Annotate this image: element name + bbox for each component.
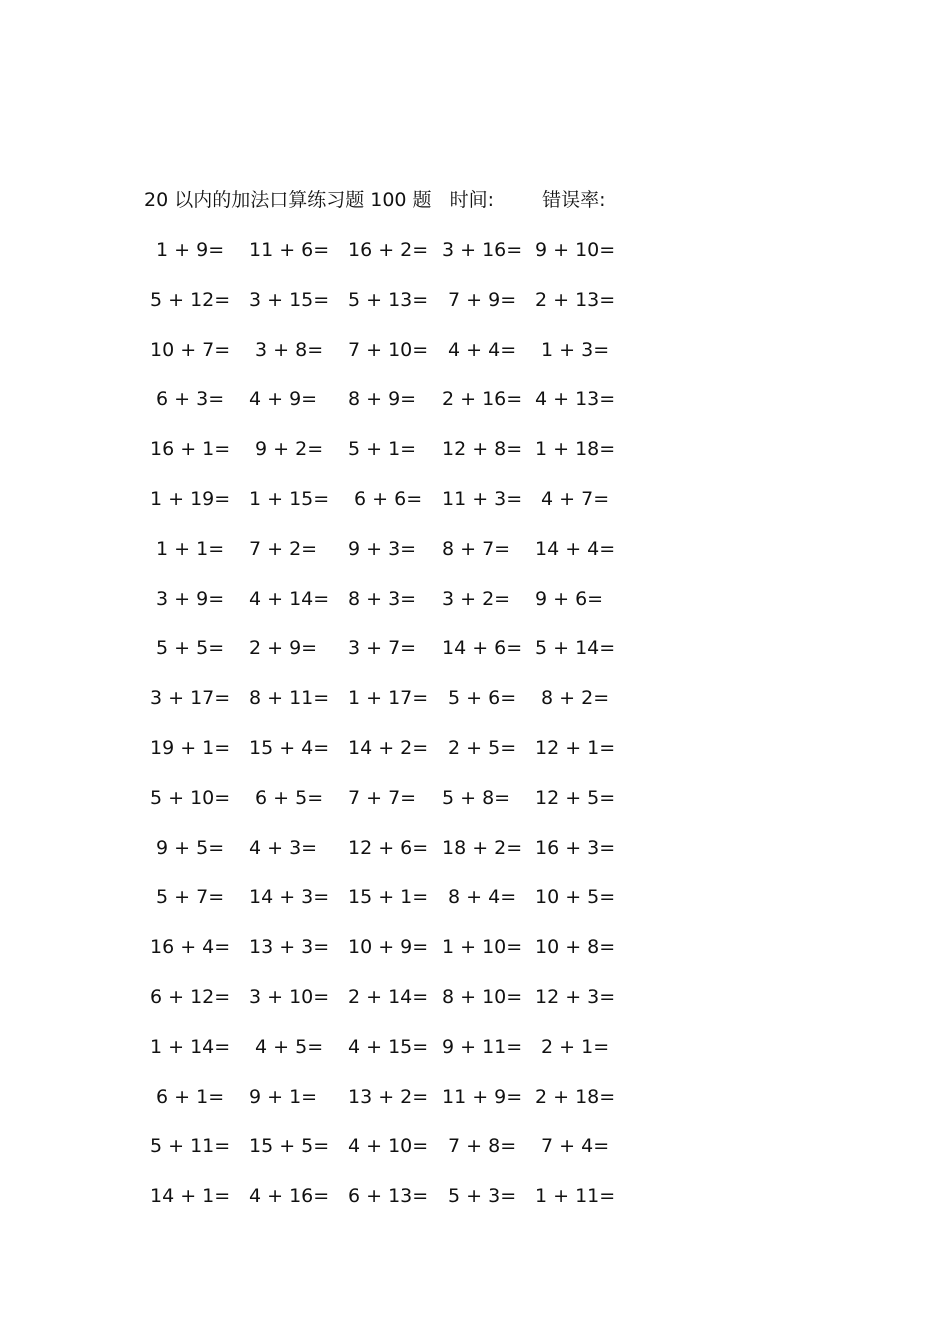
- problem: 4 + 13=: [535, 388, 616, 411]
- problem: 4 + 15=: [348, 1035, 429, 1058]
- problem: 2 + 13=: [535, 288, 616, 311]
- problem: 2 + 18=: [535, 1085, 616, 1108]
- error-rate-label: 错误率:: [542, 189, 606, 211]
- problem: 12 + 5=: [535, 786, 616, 809]
- problem: 4 + 10=: [348, 1135, 429, 1158]
- problem: 4 + 7=: [535, 487, 610, 510]
- time-label: 时间:: [449, 189, 495, 211]
- problem: 2 + 14=: [348, 985, 429, 1008]
- problem: 3 + 9=: [150, 587, 225, 610]
- problem: 6 + 13=: [348, 1185, 429, 1208]
- problem: 2 + 9=: [249, 637, 318, 660]
- problem: 6 + 1=: [150, 1085, 225, 1108]
- problem: 5 + 7=: [150, 886, 225, 909]
- problem: 6 + 6=: [348, 487, 423, 510]
- problem: 5 + 11=: [150, 1135, 231, 1158]
- problem: 10 + 9=: [348, 936, 429, 959]
- problem: 7 + 9=: [442, 288, 517, 311]
- problem: 4 + 14=: [249, 587, 330, 610]
- problem: 1 + 9=: [150, 239, 225, 261]
- problem: 7 + 4=: [535, 1135, 610, 1158]
- problem: 9 + 6=: [535, 587, 604, 610]
- problem: 11 + 6=: [249, 239, 330, 261]
- problem: 3 + 7=: [348, 637, 417, 660]
- problem: 1 + 18=: [535, 438, 616, 461]
- problem: 11 + 9=: [442, 1085, 523, 1108]
- problem: 11 + 3=: [442, 487, 523, 510]
- problem: 12 + 1=: [535, 736, 616, 759]
- problem: 5 + 14=: [535, 637, 616, 660]
- problem: 1 + 11=: [535, 1185, 616, 1208]
- problem: 9 + 11=: [442, 1035, 523, 1058]
- problem: 3 + 17=: [150, 687, 231, 710]
- problem: 1 + 10=: [442, 936, 523, 959]
- problem: 2 + 1=: [535, 1035, 610, 1058]
- problem: 7 + 8=: [442, 1135, 517, 1158]
- problem: 12 + 3=: [535, 985, 616, 1008]
- worksheet-header: [144, 186, 605, 214]
- problem: 19 + 1=: [150, 736, 231, 759]
- problem: 16 + 1=: [150, 438, 231, 461]
- problem: 10 + 7=: [150, 338, 231, 361]
- problem: 15 + 5=: [249, 1135, 330, 1158]
- problem: 7 + 2=: [249, 537, 318, 560]
- problem: 10 + 8=: [535, 936, 616, 959]
- problem: 5 + 8=: [442, 786, 511, 809]
- problem: 8 + 9=: [348, 388, 417, 411]
- problem: 16 + 3=: [535, 836, 616, 859]
- problem: 1 + 14=: [150, 1035, 231, 1058]
- problem: 8 + 7=: [442, 537, 511, 560]
- problem: 4 + 16=: [249, 1185, 330, 1208]
- problem: 16 + 2=: [348, 239, 429, 261]
- problem: 9 + 10=: [535, 239, 616, 261]
- problem: 7 + 7=: [348, 786, 417, 809]
- problem: 1 + 15=: [249, 487, 330, 510]
- problem: 7 + 10=: [348, 338, 429, 361]
- problem: 5 + 3=: [442, 1185, 517, 1208]
- problem: 5 + 6=: [442, 687, 517, 710]
- problem: 2 + 5=: [442, 736, 517, 759]
- problem: 9 + 2=: [249, 438, 324, 461]
- problem: 10 + 5=: [535, 886, 616, 909]
- problem: 9 + 1=: [249, 1085, 318, 1108]
- problem: 14 + 4=: [535, 537, 616, 560]
- problem: 5 + 5=: [150, 637, 225, 660]
- problem: 4 + 5=: [249, 1035, 324, 1058]
- problem: 13 + 2=: [348, 1085, 429, 1108]
- problem: 1 + 17=: [348, 687, 429, 710]
- problem: 9 + 3=: [348, 537, 417, 560]
- problem: 8 + 2=: [535, 687, 610, 710]
- problem: 14 + 3=: [249, 886, 330, 909]
- problem: 5 + 1=: [348, 438, 417, 461]
- problem: 4 + 4=: [442, 338, 517, 361]
- problem: 6 + 12=: [150, 985, 231, 1008]
- problem: 8 + 3=: [348, 587, 417, 610]
- problem: 8 + 10=: [442, 985, 523, 1008]
- problem: 6 + 5=: [249, 786, 324, 809]
- problem: 14 + 1=: [150, 1185, 231, 1208]
- problem: 15 + 4=: [249, 736, 330, 759]
- problem: 3 + 8=: [249, 338, 324, 361]
- problem: 3 + 15=: [249, 288, 330, 311]
- problem: 4 + 3=: [249, 836, 318, 859]
- problem: 18 + 2=: [442, 836, 523, 859]
- problem: 1 + 3=: [535, 338, 610, 361]
- problem: 16 + 4=: [150, 936, 231, 959]
- problem: 14 + 6=: [442, 637, 523, 660]
- problem: 14 + 2=: [348, 736, 429, 759]
- problem: 1 + 1=: [150, 537, 225, 560]
- problem: 5 + 12=: [150, 288, 231, 311]
- problem: 8 + 4=: [442, 886, 517, 909]
- problem: 3 + 16=: [442, 239, 523, 261]
- problem: 12 + 6=: [348, 836, 429, 859]
- problem: 13 + 3=: [249, 936, 330, 959]
- problem: 2 + 16=: [442, 388, 523, 411]
- problem: 15 + 1=: [348, 886, 429, 909]
- problem: 9 + 5=: [150, 836, 225, 859]
- problem: 3 + 2=: [442, 587, 511, 610]
- problem: 4 + 9=: [249, 388, 318, 411]
- problem: 3 + 10=: [249, 985, 330, 1008]
- problem: 5 + 10=: [150, 786, 231, 809]
- problem: 6 + 3=: [150, 388, 225, 411]
- problem: 5 + 13=: [348, 288, 429, 311]
- worksheet-title: 20 以内的加法口算练习题 100 题: [144, 189, 432, 211]
- problem: 12 + 8=: [442, 438, 523, 461]
- problem: 1 + 19=: [150, 487, 231, 510]
- problem: 8 + 11=: [249, 687, 330, 710]
